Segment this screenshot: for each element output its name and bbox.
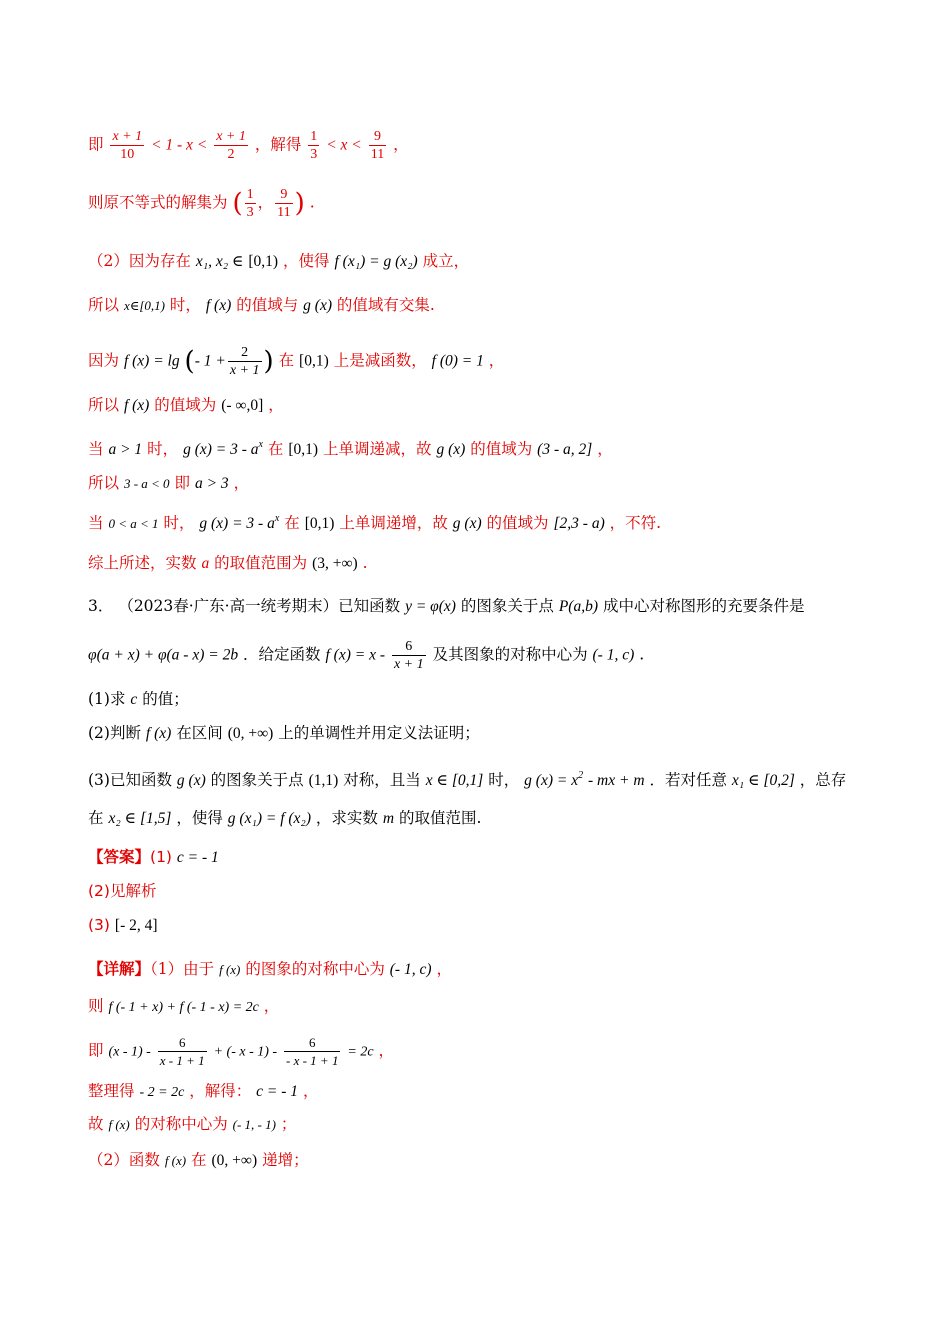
text: ，不符. [609,514,662,532]
text: ，解得： [189,1082,252,1100]
detail-line-5 [88,1113,296,1136]
math-expr: - mx + m [588,772,645,789]
text: ， [597,440,613,458]
denominator: 2 [227,147,235,162]
text: 所以 [88,474,120,492]
math-expr: x ∈ [0,1] [425,772,484,789]
superscript: x [258,439,263,450]
text: ．给定函数 [243,645,321,664]
math-expr: (0, +∞) [227,725,274,742]
text: 上单调递增，故 [339,514,448,532]
detail-line-2 [88,995,279,1019]
answer-line-2 [88,880,156,902]
text: 在区间 [176,724,223,742]
numerator: x + 1 [112,129,143,144]
math-expr: 0 < a < 1 [108,516,159,531]
text: 的取值范围为 [214,554,308,572]
math-expr: (3, +∞) [312,555,358,572]
denominator: 10 [120,147,135,162]
math-expr: y = φ(x) [405,598,456,615]
text: ， [233,474,250,492]
text: 在 [191,1151,207,1169]
math-expr: (- 1, c) [592,646,635,664]
math-expr: a > 3 [194,475,229,492]
text: 即 [174,474,191,492]
text: ．若对任意 [649,771,727,789]
math-expr: a > 1 [108,441,143,458]
denominator: - x - 1 + 1 [286,1053,339,1068]
text: ，使得 [283,252,330,270]
text: (1)求 [88,690,126,708]
text: 上的单调性并用定义法证明； [278,724,480,742]
text: 则 [88,997,104,1015]
math-expr: g (x) [176,772,206,789]
math-expr: c = - 1 [256,1083,299,1100]
numerator: 1 [246,187,254,202]
text: 时， [163,514,195,532]
text: 所以 [88,296,120,314]
text: . [309,193,315,212]
math-expr: x₁ ∈ [0,2] [731,772,795,789]
math-expr: g (x) [436,441,466,458]
text: (1) [150,848,172,866]
numerator: 2 [228,344,262,362]
text: 的图象的对称中心为 [245,960,385,978]
text: ， [393,135,409,154]
text: 当 [88,514,104,532]
detail-line-3 [88,1034,394,1069]
fraction [275,186,292,221]
question-3-part-2 [88,722,480,745]
denominator: 3 [246,205,254,220]
text: 整理得 [88,1082,135,1100]
fraction [369,128,386,163]
text: 在 [284,514,300,532]
math-expr: [0,1) [304,515,335,532]
text: 故 [88,1115,104,1133]
text: 的图象关于点 [210,771,304,789]
text: ， [303,1082,319,1100]
solution-line-set [88,186,315,221]
text: 的值域为 [486,514,549,532]
math-expr: f (x) [164,1153,187,1168]
math-expr: [0,1) [288,441,319,458]
math-expr: g (x) [452,515,482,532]
question-3-part-1 [88,688,189,711]
numerator: 6 [158,1034,207,1052]
text: 的值域为 [470,440,533,458]
math-expr: (x - 1) - [108,1044,151,1060]
text: ， [488,351,505,370]
math-expr: < x < [326,136,362,154]
numerator: 1 [310,129,318,144]
solution-line-f-range [88,394,284,417]
text: 成中心对称图形的充要条件是 [602,597,805,615]
text: ， [436,960,452,978]
math-expr: f (x₁) = g (x₂) [334,253,418,270]
text: （2）函数 [88,1151,160,1169]
question-number: 3． [88,597,114,615]
math-expr: (1,1) [308,772,339,789]
text: ， [257,194,274,212]
text: ； [280,1115,297,1133]
paren: ) [263,346,274,377]
paren: ( [184,346,195,377]
math-expr: f (0) = 1 [431,352,484,370]
question-3-part-3 [88,765,846,792]
math-expr: [0,1) [248,253,279,270]
math-expr: c [130,691,138,708]
math-expr: [- 2, 4] [114,917,158,934]
math-expr: m [382,810,395,827]
fraction [228,344,262,379]
text: 在 [278,351,295,370]
math-expr: 3 - a < 0 [123,476,170,491]
question-3-line-2 [88,638,644,673]
text: 即 [88,135,104,154]
solution-line-part2 [88,250,469,273]
text: 则原不等式的解集为 [88,193,228,212]
answer-line-3 [88,914,158,937]
text: . [639,645,645,664]
fraction [245,186,256,221]
text: 的取值范围. [399,809,482,827]
denominator: x + 1 [229,363,260,378]
text: 的值域有交集. [336,296,435,314]
text: 因为 [88,351,120,370]
detail-line-6 [88,1149,309,1172]
solution-line-case-a-lt-1 [88,508,661,535]
text: 当 [88,440,104,458]
math-expr: g (x₁) = f (x₂) [227,810,311,827]
text: ，解得 [254,135,302,154]
text: （1）由于 [150,960,215,978]
text: 成立， [422,252,470,270]
math-expr: = 2c [347,1044,374,1060]
text: 综上所述，实数 [88,554,197,572]
math-expr: g (x) = 3 - a [183,441,259,458]
denominator: x - 1 + 1 [159,1053,205,1068]
math-expr: g (x) = x [524,772,579,789]
question-3-part-3-cont [88,807,481,830]
math-expr: f (x) [123,397,150,414]
fraction [158,1034,207,1069]
math-expr: f (x) = lg [123,352,180,370]
numerator: x + 1 [216,129,246,144]
text: 时， [147,440,179,458]
math-expr: x₁, x₂ ∈ [195,253,244,270]
text: ， [263,997,280,1015]
denominator: x + 1 [393,657,424,672]
text: 时， [169,296,201,314]
math-expr: [2,3 - a) [553,515,605,532]
detail-tag: 【详解】 [88,959,151,978]
text: . [362,554,368,572]
text: ， [378,1041,395,1060]
numerator: 9 [369,128,386,146]
fraction [214,128,248,163]
math-expr: f (x) [145,725,172,742]
numerator: 9 [275,186,292,204]
paren: ) [294,188,305,219]
text: 递增； [262,1151,309,1169]
text: （2）因为存在 [88,252,191,270]
text: (3)已知函数 [88,771,172,789]
math-expr: P(a,b) [558,598,598,615]
math-expr: f (x) [219,962,241,977]
denominator: 11 [370,147,385,162]
math-expr: - 1 + [194,352,226,370]
math-expr: f (- 1 + x) + f (- 1 - x) = 2c [108,1000,259,1015]
math-expr: a [201,555,210,572]
answer-tag: 【答案】 [88,847,151,866]
text: ，求实数 [315,809,378,827]
fraction [392,638,426,673]
math-expr: f (x) [205,297,232,314]
numerator: 6 [284,1034,340,1052]
text: （2023春·广东·高一统考期末）已知函数 [118,597,401,615]
detail-line-4 [88,1080,319,1104]
math-expr: f (x) = x - [325,646,386,664]
text: ，使得 [176,809,223,827]
denominator: 3 [310,147,318,162]
text: 及其图象的对称中心为 [432,645,588,664]
solution-line-case-a-gt-1 [88,434,613,461]
math-expr: < 1 - x < [151,136,208,154]
text: (2)见解析 [88,882,157,900]
question-3-line-1 [88,595,804,618]
math-expr: g (x) = 3 - a [199,515,275,532]
math-expr: - 2 = 2c [139,1085,185,1100]
math-expr: x∈[0,1) [123,298,165,313]
solution-line-range-intersect [88,294,435,317]
superscript: 2 [578,770,584,781]
text: 在 [267,440,284,458]
solution-line-a-gt-3 [88,472,249,495]
math-expr: g (x) [303,297,332,314]
math-expr: (- ∞,0] [221,397,264,414]
text: 所以 [88,396,120,414]
math-expr: φ(a + x) + φ(a - x) = 2b [88,646,239,664]
text: 的值域与 [236,296,299,314]
math-expr: (- 1, c) [389,961,432,978]
solution-line-f-decreasing [88,344,504,379]
text: 的值； [142,690,189,708]
text: 的值域为 [154,396,217,414]
math-expr: f (x) [108,1117,130,1132]
answer-line-1 [88,846,219,869]
detail-line-1 [88,958,452,981]
fraction [284,1034,340,1069]
superscript: x [274,513,280,524]
math-expr: [0,1) [299,352,329,370]
text: (2)判断 [88,724,141,742]
text: (3) [88,916,110,934]
text: 的图象关于点 [460,597,554,615]
math-expr: (- 1, - 1) [232,1117,276,1132]
text: 对称，且当 [343,771,421,789]
paren: ( [232,188,243,219]
math-expr: c = - 1 [176,849,219,866]
denominator: 11 [277,205,291,220]
text: 时， [488,771,520,789]
text: 上是减函数， [333,351,427,370]
text: 在 [88,809,104,827]
math-expr: (3 - a, 2] [537,441,593,458]
math-expr: + (- x - 1) - [213,1044,278,1060]
numerator: 6 [392,638,426,656]
text: 上单调递减，故 [323,440,432,458]
fraction [110,128,144,163]
math-expr: (0, +∞) [211,1152,258,1169]
math-expr: x₂ ∈ [1,5] [108,810,172,827]
text: 的对称中心为 [134,1115,228,1133]
solution-line-conclusion [88,552,368,575]
text: ，总存 [799,771,847,789]
solution-line-inequality [88,128,409,163]
fraction [308,128,319,163]
text: ， [268,396,284,414]
text: 即 [88,1041,104,1060]
